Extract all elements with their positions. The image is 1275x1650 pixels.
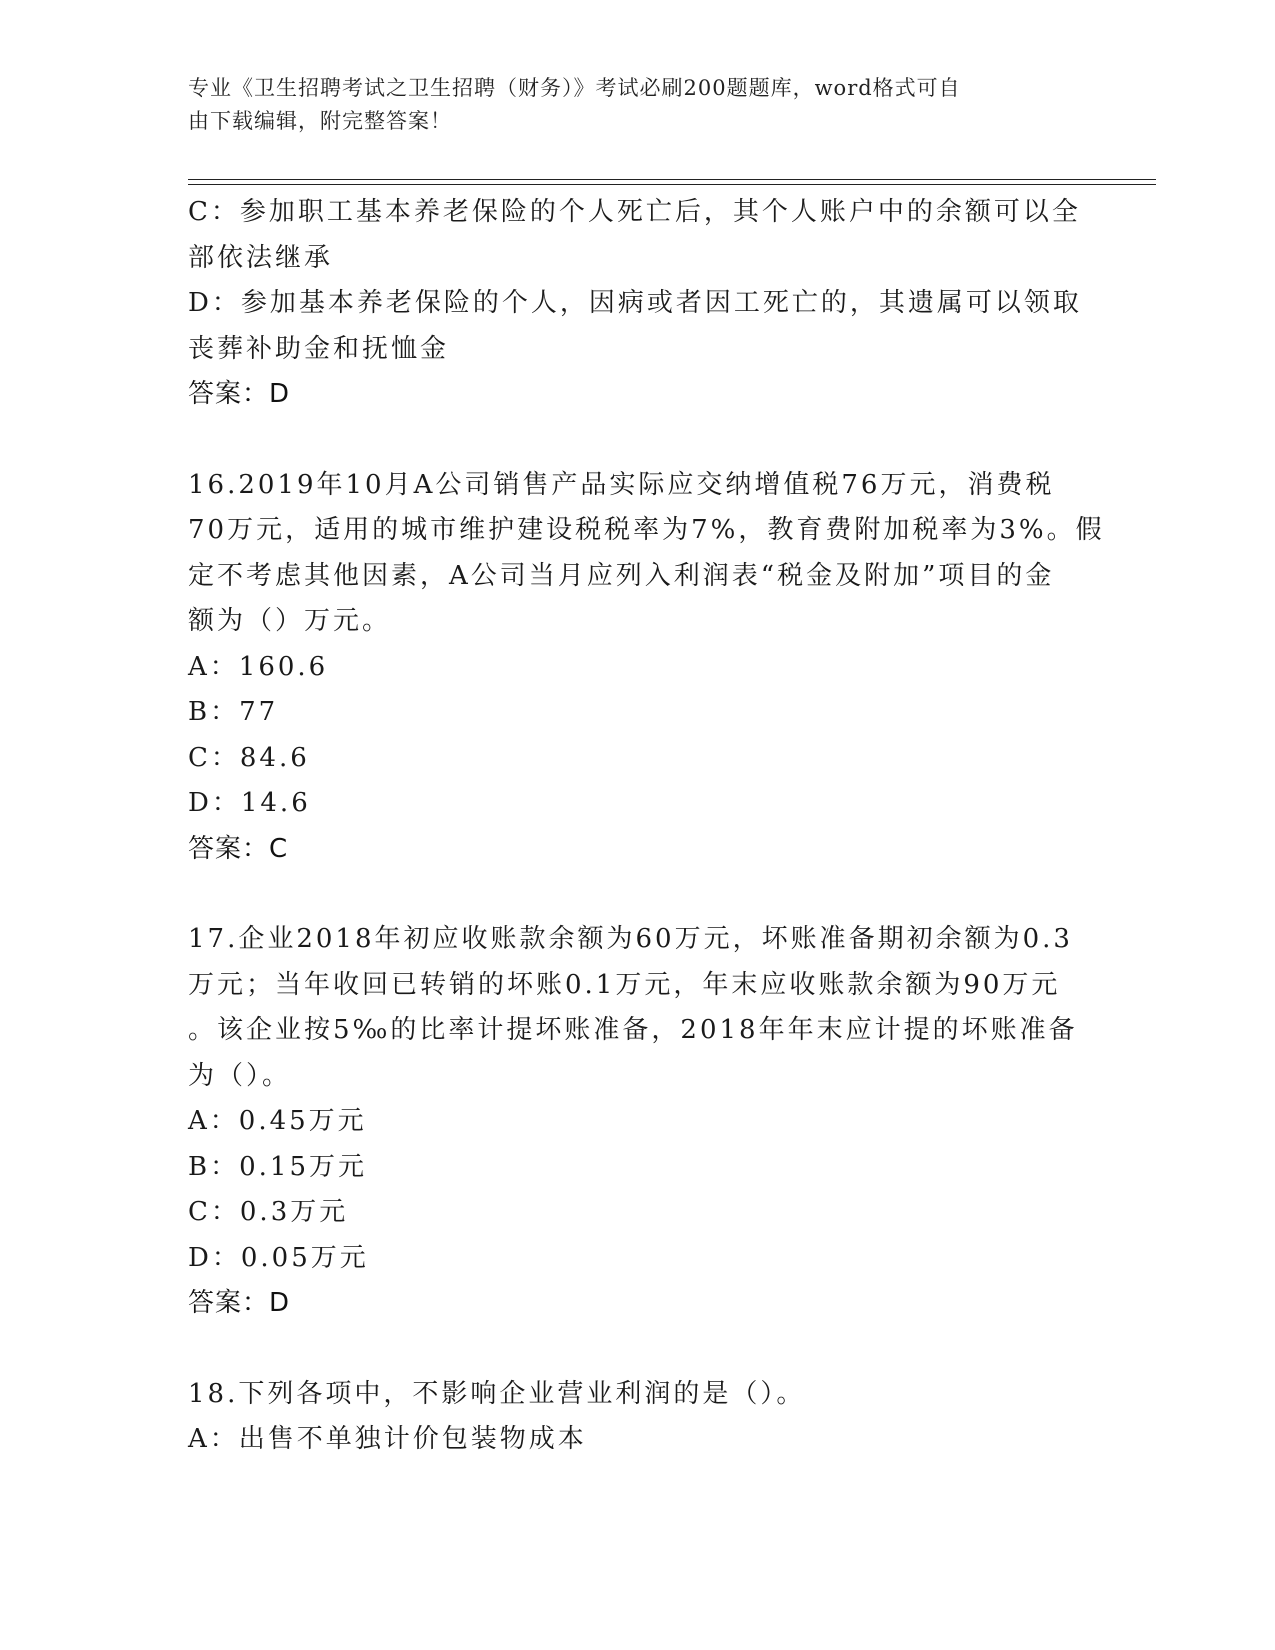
q15-option-d-line-2: 丧葬补助金和抚恤金: [188, 333, 450, 364]
q16-stem-line-1: 16.2019年10月A公司销售产品实际应交纳增值税76万元，消费税: [188, 469, 1055, 500]
q17-option-a: A：0.45万元: [188, 1106, 367, 1136]
header-line-1: 专业《卫生招聘考试之卫生招聘（财务）》考试必刷200题题库，word格式可自: [188, 76, 961, 100]
q16-option-a: A：160.6: [188, 651, 329, 682]
question-list: [188, 190, 1105, 1463]
q17-option-d: D：0.05万元: [188, 1242, 369, 1273]
question-15: [188, 190, 1088, 418]
q17-stem-line-2: 万元；当年收回已转销的坏账0.1万元，年末应收账款余额为90万元: [188, 969, 1061, 1000]
q15-option-c-line-1: C：参加职工基本养老保险的个人死亡后，其个人账户中的余额可以全: [188, 197, 1081, 227]
spacer: [188, 418, 1088, 463]
q16-option-d: D：14.6: [188, 788, 311, 818]
q16-option-c: C：84.6: [188, 742, 310, 773]
q16-answer: 答案：C: [188, 833, 289, 864]
header-divider-top: [188, 179, 1156, 180]
q18-stem-line-1: 18.下列各项中，不影响企业营业利润的是（）。: [188, 1378, 806, 1409]
document-header: [188, 72, 1068, 138]
q17-answer: 答案：D: [188, 1288, 291, 1318]
q16-option-b: B：77: [188, 697, 279, 727]
question-17: [188, 917, 1088, 1327]
q17-option-b: B：0.15万元: [188, 1151, 367, 1182]
q15-answer: 答案：D: [188, 379, 291, 409]
q16-stem-line-3: 定不考虑其他因素，A公司当月应列入利润表“税金及附加”项目的金: [188, 560, 1055, 591]
question-18: [188, 1372, 1088, 1463]
spacer: [188, 872, 1088, 917]
q17-stem-line-3: 。该企业按5‰的比率计提坏账准备，2018年年末应计提的坏账准备: [188, 1015, 1078, 1045]
q18-option-a: A：出售不单独计价包装物成本: [188, 1424, 587, 1454]
q15-option-c-line-2: 部依法继承: [188, 242, 334, 273]
header-divider-bottom: [188, 184, 1156, 185]
q17-stem-line-1: 17.企业2018年初应收账款余额为60万元，坏账准备期初余额为0.3: [188, 924, 1073, 954]
q16-stem-line-4: 额为（）万元。: [188, 606, 392, 636]
q17-stem-line-4: 为（）。: [188, 1060, 292, 1091]
q15-option-d-line-1: D：参加基本养老保险的个人，因病或者因工死亡的，其遗属可以领取: [188, 288, 1082, 318]
q17-option-c: C：0.3万元: [188, 1197, 349, 1227]
spacer: [188, 1327, 1088, 1372]
question-16: [188, 463, 1105, 873]
q16-stem-line-2: 70万元，适用的城市维护建设税税率为7%，教育费附加税率为3%。假: [188, 515, 1105, 545]
header-line-2: 由下载编辑，附完整答案！: [188, 109, 452, 133]
